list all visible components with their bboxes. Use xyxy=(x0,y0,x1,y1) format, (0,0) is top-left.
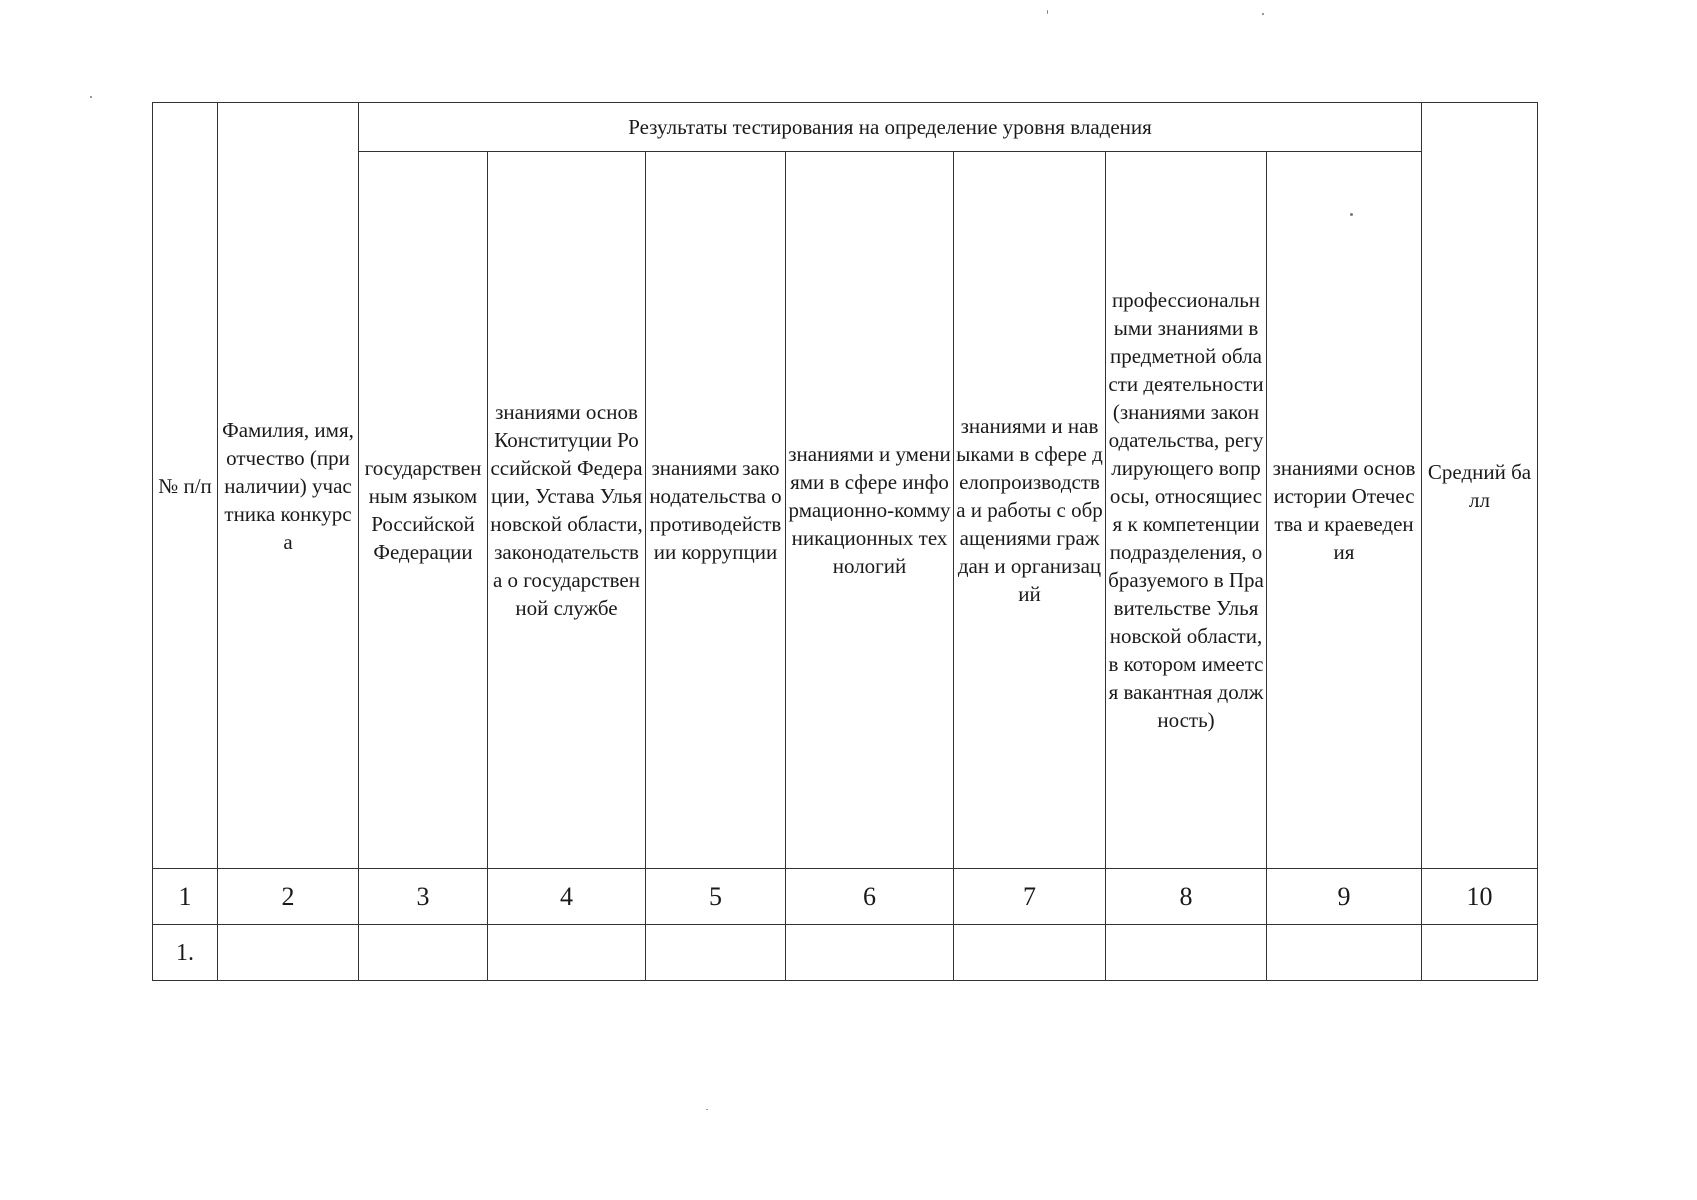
column-number: 7 xyxy=(954,869,1106,925)
table-row xyxy=(153,925,1538,981)
header-row-top xyxy=(153,103,1538,152)
header-sub-7: знаниями основ истории Отечества и краеведения xyxy=(1267,152,1422,869)
scan-speck xyxy=(1350,213,1353,216)
header-sub-3: знаниями законодательства о противодействии коррупции xyxy=(646,152,786,869)
header-sub-1: государственным языком Российской Федерации xyxy=(359,152,488,869)
table-cell xyxy=(488,925,646,981)
column-number: 3 xyxy=(359,869,488,925)
header-average: Средний балл xyxy=(1422,103,1538,869)
column-number: 10 xyxy=(1422,869,1538,925)
table-cell xyxy=(646,925,786,981)
column-number: 9 xyxy=(1267,869,1422,925)
scan-speck xyxy=(90,96,92,98)
header-sub-5: знаниями и навыками в сфере делопроизводства и работы с обращениями граждан и организаций xyxy=(954,152,1106,869)
header-sub-4: знаниями и умениями в сфере информационно-коммуникационных технологий xyxy=(786,152,954,869)
column-number: 5 xyxy=(646,869,786,925)
column-number: 2 xyxy=(218,869,359,925)
header-name: Фамилия, имя, отчество (при наличии) участника конкурса xyxy=(218,103,359,869)
header-sub-2: знаниями основ Конституции Российской Федерации, Устава Ульяновской области, законодательства о государственной службе xyxy=(488,152,646,869)
table-cell xyxy=(786,925,954,981)
column-number: 8 xyxy=(1106,869,1267,925)
table-cell xyxy=(1106,925,1267,981)
results-table xyxy=(152,102,1538,981)
column-number-row xyxy=(153,869,1538,925)
header-row-sub xyxy=(153,152,1538,869)
header-num: № п/п xyxy=(153,103,218,869)
scan-speck xyxy=(1262,13,1264,15)
header-sub-6: профессиональными знаниями в предметной области деятельности (знаниями законодательства, регулирующего вопросы, относящиеся к компетенции подразделения, образуемого в Правительстве Ульяновской области, в котором имеется вакантная должность) xyxy=(1106,152,1267,869)
column-number: 4 xyxy=(488,869,646,925)
column-number: 6 xyxy=(786,869,954,925)
table-cell xyxy=(218,925,359,981)
scan-speck xyxy=(1047,10,1048,14)
header-group-title: Результаты тестирования на определение уровня владения xyxy=(359,103,1422,152)
row-number: 1. xyxy=(153,925,218,981)
table-cell xyxy=(1267,925,1422,981)
column-number: 1 xyxy=(153,869,218,925)
table-cell xyxy=(1422,925,1538,981)
scan-speck xyxy=(706,1109,708,1110)
table-cell xyxy=(359,925,488,981)
table-cell xyxy=(954,925,1106,981)
